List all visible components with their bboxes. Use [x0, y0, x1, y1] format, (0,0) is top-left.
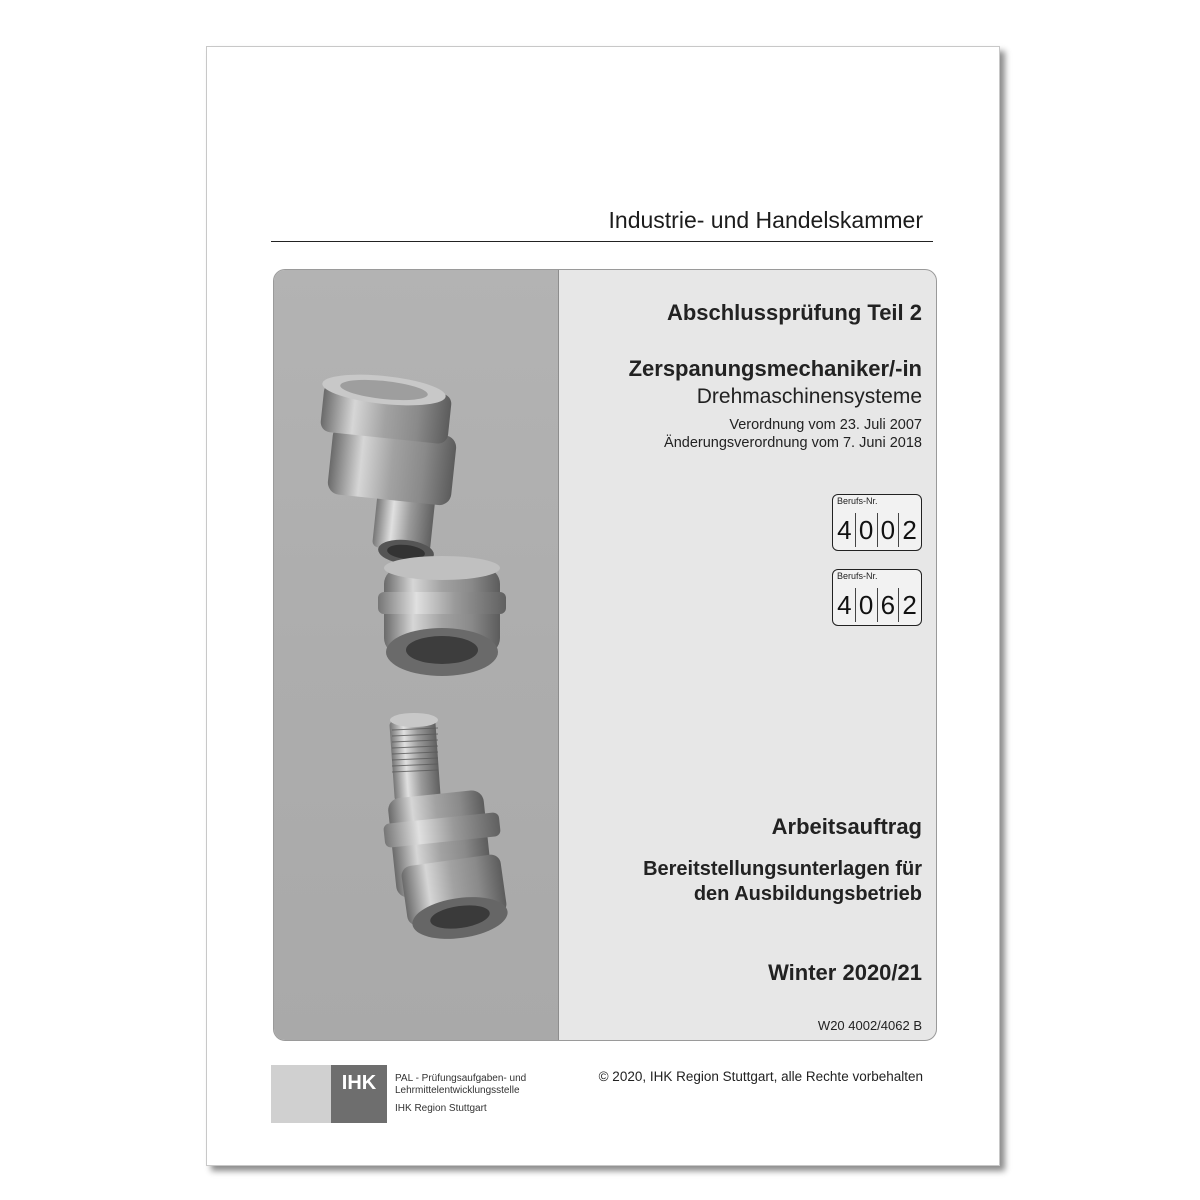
exam-season: Winter 2020/21 — [768, 960, 922, 985]
workpiece-photo — [274, 270, 559, 1040]
workpiece-3 — [383, 713, 510, 944]
amendment-date: Änderungsverordnung vom 7. Juni 2018 — [664, 435, 922, 451]
exam-title: Abschlussprüfung Teil 2 — [666, 300, 922, 325]
job-number-digit: 4 — [834, 588, 856, 622]
job-number-digit: 6 — [878, 588, 900, 622]
job-number-digit: 0 — [878, 513, 900, 547]
logo-grey-block — [271, 1065, 331, 1123]
copyright-notice: © 2020, IHK Region Stuttgart, alle Rechte vorbehalten — [598, 1069, 923, 1084]
logo-ihk-block: IHK — [331, 1065, 387, 1123]
job-number-label: Berufs-Nr. — [837, 571, 878, 581]
job-number-digit: 4 — [834, 513, 856, 547]
task-title: Arbeitsauftrag — [771, 814, 922, 839]
job-number-box — [832, 494, 922, 551]
job-number-label: Berufs-Nr. — [837, 496, 878, 506]
cover-panel — [273, 269, 937, 1041]
job-number-digit: 0 — [856, 588, 878, 622]
task-subtitle-line-2: den Ausbildungsbetrieb — [693, 883, 922, 905]
workpiece-1 — [320, 370, 458, 567]
job-number-digit: 2 — [902, 590, 917, 620]
document-page — [206, 46, 1000, 1166]
job-number-digit: 0 — [856, 513, 878, 547]
logo-text-line-3: IHK Region Stuttgart — [395, 1103, 487, 1114]
workpiece-2 — [378, 556, 506, 676]
turned-parts-image — [274, 270, 558, 1040]
logo-text-line-2: Lehrmittelentwicklungsstelle — [395, 1085, 520, 1096]
task-subtitle-line-1: Bereitstellungsunterlagen für — [643, 858, 922, 880]
document-code: W20 4002/4062 B — [817, 1018, 922, 1033]
job-number-box — [832, 569, 922, 626]
header-divider — [271, 241, 933, 242]
ihk-pal-logo — [271, 1065, 571, 1123]
specialization: Drehmaschinensysteme — [696, 385, 922, 408]
logo-text-line-1: PAL - Prüfungsaufgaben- und — [395, 1073, 527, 1084]
job-number-digit: 2 — [902, 515, 917, 545]
organization-heading: Industrie- und Handelskammer — [608, 207, 923, 233]
profession-title: Zerspanungsmechaniker/-in — [628, 356, 922, 381]
regulation-date: Verordnung vom 23. Juli 2007 — [729, 417, 922, 433]
cover-info — [558, 270, 936, 1040]
